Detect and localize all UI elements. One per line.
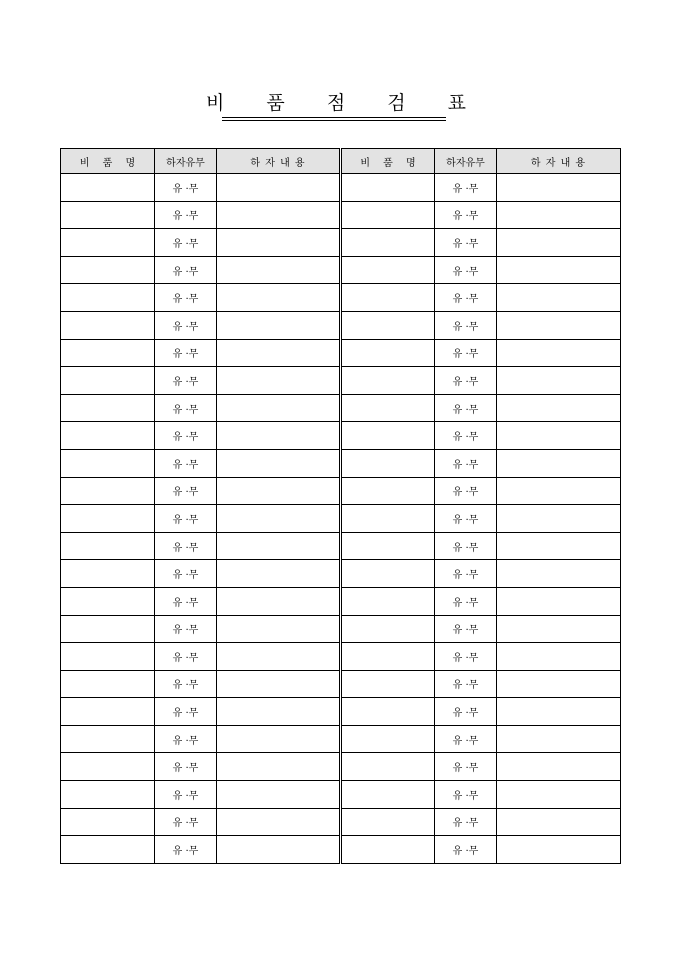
item-name-cell-left[interactable]	[61, 284, 155, 312]
defect-content-left[interactable]	[217, 284, 341, 312]
table-row	[61, 836, 621, 864]
item-name-cell-left[interactable]	[61, 532, 155, 560]
defect-choice-left[interactable]: 유 ·무	[155, 367, 217, 395]
defect-content-right[interactable]	[497, 670, 621, 698]
defect-content-right[interactable]	[497, 725, 621, 753]
item-name-cell-left[interactable]	[61, 256, 155, 284]
defect-content-right[interactable]	[497, 311, 621, 339]
defect-content-left[interactable]	[217, 339, 341, 367]
item-name-cell-right[interactable]	[341, 836, 435, 864]
item-name-cell-right[interactable]	[341, 725, 435, 753]
defect-content-left[interactable]	[217, 505, 341, 533]
defect-content-left[interactable]	[217, 256, 341, 284]
table-body	[61, 174, 621, 864]
defect-choice-right[interactable]: 유 ·무	[435, 698, 497, 726]
table-row	[61, 339, 621, 367]
item-name-cell-left[interactable]	[61, 587, 155, 615]
defect-content-right[interactable]	[497, 781, 621, 809]
item-name-cell-left[interactable]	[61, 670, 155, 698]
page-title: 비 품 점 검 표	[206, 92, 484, 114]
defect-content-left[interactable]	[217, 615, 341, 643]
table-row	[61, 229, 621, 257]
item-name-cell-left[interactable]	[61, 449, 155, 477]
item-name-cell-left[interactable]	[61, 836, 155, 864]
item-name-cell-right[interactable]	[341, 394, 435, 422]
defect-content-left[interactable]	[217, 725, 341, 753]
item-name-cell-right[interactable]	[341, 201, 435, 229]
defect-content-left[interactable]	[217, 422, 341, 450]
item-name-cell-right[interactable]	[341, 284, 435, 312]
defect-choice-right[interactable]: 유 ·무	[435, 643, 497, 671]
header-content-left: 하 자 내 용	[217, 149, 341, 174]
header-defect-left: 하자유무	[155, 149, 217, 174]
item-name-cell-right[interactable]	[341, 643, 435, 671]
item-name-cell-left[interactable]	[61, 698, 155, 726]
defect-choice-right[interactable]: 유 ·무	[435, 560, 497, 588]
item-name-cell-right[interactable]	[341, 753, 435, 781]
defect-content-right[interactable]	[497, 505, 621, 533]
defect-content-right[interactable]	[497, 836, 621, 864]
defect-choice-right[interactable]: 유 ·무	[435, 339, 497, 367]
defect-choice-right[interactable]: 유 ·무	[435, 670, 497, 698]
defect-choice-right[interactable]: 유 ·무	[435, 505, 497, 533]
defect-choice-left[interactable]: 유 ·무	[155, 532, 217, 560]
defect-choice-left[interactable]: 유 ·무	[155, 808, 217, 836]
defect-content-left[interactable]	[217, 174, 341, 202]
table-row	[61, 753, 621, 781]
defect-choice-left[interactable]: 유 ·무	[155, 394, 217, 422]
defect-choice-right[interactable]: 유 ·무	[435, 808, 497, 836]
defect-choice-right[interactable]: 유 ·무	[435, 229, 497, 257]
defect-content-left[interactable]	[217, 587, 341, 615]
item-name-cell-left[interactable]	[61, 725, 155, 753]
defect-choice-right[interactable]: 유 ·무	[435, 449, 497, 477]
table-row	[61, 422, 621, 450]
item-name-cell-right[interactable]	[341, 615, 435, 643]
item-name-cell-left[interactable]	[61, 367, 155, 395]
defect-content-right[interactable]	[497, 532, 621, 560]
table-row	[61, 532, 621, 560]
inspection-table	[60, 148, 621, 864]
defect-content-right[interactable]	[497, 753, 621, 781]
defect-content-right[interactable]	[497, 422, 621, 450]
defect-choice-left[interactable]: 유 ·무	[155, 753, 217, 781]
table-row	[61, 725, 621, 753]
item-name-cell-right[interactable]	[341, 367, 435, 395]
item-name-cell-right[interactable]	[341, 781, 435, 809]
defect-content-left[interactable]	[217, 670, 341, 698]
header-item-name-right: 비 품 명	[341, 149, 435, 174]
defect-content-left[interactable]	[217, 201, 341, 229]
defect-choice-left[interactable]: 유 ·무	[155, 449, 217, 477]
item-name-cell-right[interactable]	[341, 808, 435, 836]
table-row	[61, 284, 621, 312]
defect-content-left[interactable]	[217, 560, 341, 588]
table-row	[61, 367, 621, 395]
item-name-cell-left[interactable]	[61, 753, 155, 781]
table-row	[61, 643, 621, 671]
defect-choice-right[interactable]: 유 ·무	[435, 477, 497, 505]
defect-choice-right[interactable]: 유 ·무	[435, 284, 497, 312]
item-name-cell-left[interactable]	[61, 505, 155, 533]
defect-choice-right[interactable]: 유 ·무	[435, 836, 497, 864]
defect-choice-left[interactable]: 유 ·무	[155, 836, 217, 864]
table-row	[61, 670, 621, 698]
defect-content-left[interactable]	[217, 532, 341, 560]
item-name-cell-right[interactable]	[341, 587, 435, 615]
header-defect-right: 하자유무	[435, 149, 497, 174]
item-name-cell-left[interactable]	[61, 422, 155, 450]
defect-content-left[interactable]	[217, 367, 341, 395]
defect-choice-left[interactable]: 유 ·무	[155, 422, 217, 450]
item-name-cell-right[interactable]	[341, 670, 435, 698]
table-row	[61, 311, 621, 339]
defect-content-left[interactable]	[217, 753, 341, 781]
header-item-name-left: 비 품 명	[61, 149, 155, 174]
defect-choice-right[interactable]: 유 ·무	[435, 587, 497, 615]
defect-content-right[interactable]	[497, 615, 621, 643]
defect-content-right[interactable]	[497, 808, 621, 836]
item-name-cell-right[interactable]	[341, 449, 435, 477]
defect-content-right[interactable]	[497, 477, 621, 505]
item-name-cell-right[interactable]	[341, 256, 435, 284]
defect-choice-right[interactable]: 유 ·무	[435, 422, 497, 450]
defect-content-right[interactable]	[497, 174, 621, 202]
table-row	[61, 505, 621, 533]
item-name-cell-left[interactable]	[61, 808, 155, 836]
defect-choice-left[interactable]: 유 ·무	[155, 477, 217, 505]
defect-choice-left[interactable]: 유 ·무	[155, 229, 217, 257]
defect-choice-left[interactable]: 유 ·무	[155, 781, 217, 809]
defect-content-right[interactable]	[497, 698, 621, 726]
defect-content-right[interactable]	[497, 367, 621, 395]
item-name-cell-right[interactable]	[341, 311, 435, 339]
item-name-cell-left[interactable]	[61, 339, 155, 367]
defect-choice-left[interactable]: 유 ·무	[155, 339, 217, 367]
defect-choice-right[interactable]: 유 ·무	[435, 394, 497, 422]
item-name-cell-right[interactable]	[341, 698, 435, 726]
table-row	[61, 256, 621, 284]
table-row	[61, 201, 621, 229]
table-row	[61, 615, 621, 643]
item-name-cell-left[interactable]	[61, 229, 155, 257]
defect-content-left[interactable]	[217, 477, 341, 505]
title-underline-second	[222, 120, 446, 121]
defect-choice-right[interactable]: 유 ·무	[435, 532, 497, 560]
defect-choice-left[interactable]: 유 ·무	[155, 256, 217, 284]
defect-choice-left[interactable]: 유 ·무	[155, 174, 217, 202]
table-row	[61, 808, 621, 836]
defect-choice-left[interactable]: 유 ·무	[155, 643, 217, 671]
defect-content-left[interactable]	[217, 836, 341, 864]
defect-choice-left[interactable]: 유 ·무	[155, 587, 217, 615]
defect-content-right[interactable]	[497, 560, 621, 588]
defect-content-left[interactable]	[217, 449, 341, 477]
table-row	[61, 587, 621, 615]
header-row	[61, 149, 621, 174]
defect-content-right[interactable]	[497, 201, 621, 229]
defect-choice-left[interactable]: 유 ·무	[155, 284, 217, 312]
table-row	[61, 781, 621, 809]
defect-choice-right[interactable]: 유 ·무	[435, 615, 497, 643]
table-row	[61, 560, 621, 588]
item-name-cell-left[interactable]	[61, 201, 155, 229]
defect-content-right[interactable]	[497, 449, 621, 477]
defect-choice-left[interactable]: 유 ·무	[155, 698, 217, 726]
defect-content-left[interactable]	[217, 311, 341, 339]
defect-choice-right[interactable]: 유 ·무	[435, 781, 497, 809]
item-name-cell-right[interactable]	[341, 422, 435, 450]
table-row	[61, 698, 621, 726]
table-row	[61, 174, 621, 202]
defect-content-left[interactable]	[217, 808, 341, 836]
defect-choice-left[interactable]: 유 ·무	[155, 201, 217, 229]
item-name-cell-left[interactable]	[61, 781, 155, 809]
item-name-cell-left[interactable]	[61, 477, 155, 505]
defect-choice-right[interactable]: 유 ·무	[435, 311, 497, 339]
defect-content-left[interactable]	[217, 698, 341, 726]
defect-choice-left[interactable]: 유 ·무	[155, 670, 217, 698]
defect-content-right[interactable]	[497, 643, 621, 671]
item-name-cell-left[interactable]	[61, 643, 155, 671]
defect-choice-right[interactable]: 유 ·무	[435, 725, 497, 753]
item-name-cell-right[interactable]	[341, 229, 435, 257]
table-row	[61, 394, 621, 422]
defect-content-right[interactable]	[497, 587, 621, 615]
header-content-right: 하 자 내 용	[497, 149, 621, 174]
item-name-cell-right[interactable]	[341, 505, 435, 533]
defect-choice-right[interactable]: 유 ·무	[435, 256, 497, 284]
defect-choice-left[interactable]: 유 ·무	[155, 505, 217, 533]
defect-content-right[interactable]	[497, 284, 621, 312]
item-name-cell-right[interactable]	[341, 174, 435, 202]
item-name-cell-left[interactable]	[61, 311, 155, 339]
defect-content-right[interactable]	[497, 256, 621, 284]
item-name-cell-right[interactable]	[341, 477, 435, 505]
table-row	[61, 477, 621, 505]
defect-choice-right[interactable]: 유 ·무	[435, 367, 497, 395]
defect-content-left[interactable]	[217, 781, 341, 809]
defect-content-left[interactable]	[217, 394, 341, 422]
defect-content-left[interactable]	[217, 229, 341, 257]
defect-content-right[interactable]	[497, 394, 621, 422]
item-name-cell-left[interactable]	[61, 560, 155, 588]
defect-choice-left[interactable]: 유 ·무	[155, 725, 217, 753]
item-name-cell-left[interactable]	[61, 174, 155, 202]
item-name-cell-left[interactable]	[61, 394, 155, 422]
title-underline	[222, 117, 446, 118]
defect-content-right[interactable]	[497, 229, 621, 257]
item-name-cell-right[interactable]	[341, 560, 435, 588]
defect-choice-left[interactable]: 유 ·무	[155, 615, 217, 643]
defect-choice-left[interactable]: 유 ·무	[155, 311, 217, 339]
defect-choice-left[interactable]: 유 ·무	[155, 560, 217, 588]
table-row	[61, 449, 621, 477]
defect-choice-right[interactable]: 유 ·무	[435, 753, 497, 781]
defect-choice-right[interactable]: 유 ·무	[435, 174, 497, 202]
item-name-cell-left[interactable]	[61, 615, 155, 643]
item-name-cell-right[interactable]	[341, 339, 435, 367]
item-name-cell-right[interactable]	[341, 532, 435, 560]
defect-choice-right[interactable]: 유 ·무	[435, 201, 497, 229]
defect-content-left[interactable]	[217, 643, 341, 671]
defect-content-right[interactable]	[497, 339, 621, 367]
